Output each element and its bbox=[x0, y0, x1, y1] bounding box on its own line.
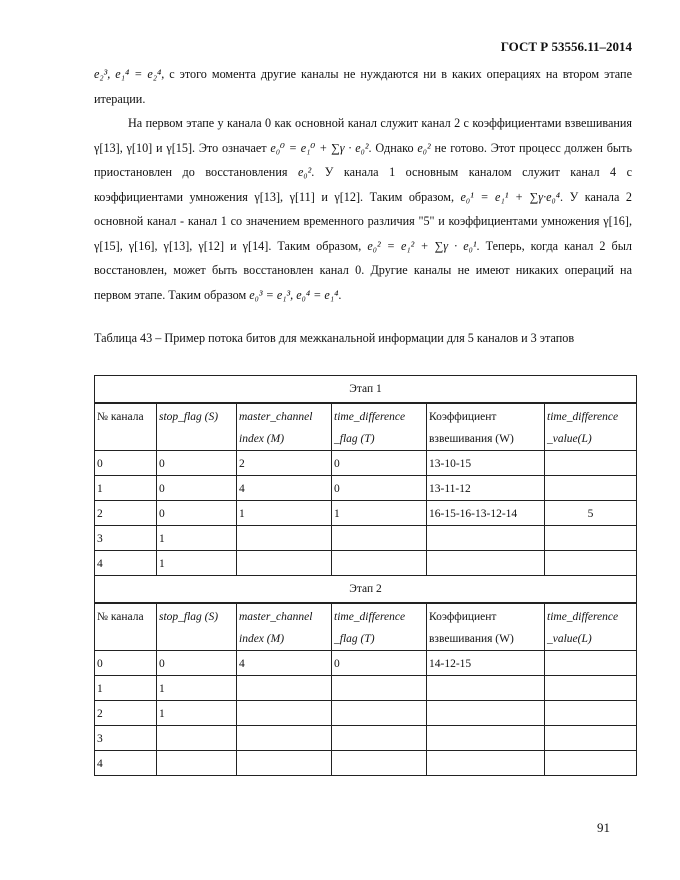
table-row bbox=[95, 501, 637, 526]
data-table bbox=[94, 375, 637, 776]
table-cell: 3 bbox=[95, 526, 157, 551]
table-cell bbox=[157, 726, 237, 751]
table-cell: 1 bbox=[332, 501, 427, 526]
table-cell: 0 bbox=[157, 501, 237, 526]
table-row bbox=[95, 676, 637, 701]
table-cell: 2 bbox=[237, 451, 332, 476]
table-cell bbox=[332, 726, 427, 751]
formula: e₀⁰ = e₁⁰ + ∑γ · e₀² bbox=[270, 140, 369, 155]
table-cell: 1 bbox=[157, 551, 237, 576]
body-text bbox=[94, 62, 632, 307]
table-cell bbox=[545, 476, 637, 501]
table-cell bbox=[545, 651, 637, 676]
table-cell bbox=[157, 751, 237, 776]
table-cell: 0 bbox=[332, 451, 427, 476]
table-cell: 0 bbox=[95, 651, 157, 676]
column-header-row bbox=[95, 603, 637, 651]
column-header: time_difference _value(L) bbox=[545, 403, 637, 451]
column-header: stop_flag (S) bbox=[157, 603, 237, 651]
table-cell bbox=[237, 551, 332, 576]
table-cell: 1 bbox=[95, 676, 157, 701]
table-cell: 2 bbox=[95, 501, 157, 526]
table-cell bbox=[545, 726, 637, 751]
column-header: stop_flag (S) bbox=[157, 403, 237, 451]
table-cell: 4 bbox=[237, 476, 332, 501]
table-row bbox=[95, 476, 637, 501]
table-cell bbox=[545, 701, 637, 726]
formula: e₀² bbox=[417, 140, 431, 155]
table-row bbox=[95, 651, 637, 676]
table-cell bbox=[545, 451, 637, 476]
table-row bbox=[95, 701, 637, 726]
table-cell: 4 bbox=[95, 551, 157, 576]
paragraph-1: e₂³, e₁⁴ = e₂⁴, с этого момента другие каналы не нуждаются ни в каких операциях на втором этапе итерации. bbox=[94, 67, 632, 106]
table-row bbox=[95, 726, 637, 751]
table-cell bbox=[237, 751, 332, 776]
table-cell: 14-12-15 bbox=[427, 651, 545, 676]
table-cell bbox=[427, 676, 545, 701]
table-cell: 3 bbox=[95, 726, 157, 751]
table-cell: 2 bbox=[95, 701, 157, 726]
table-cell: 0 bbox=[157, 476, 237, 501]
table-cell bbox=[332, 701, 427, 726]
column-header: № канала bbox=[95, 603, 157, 651]
table-cell bbox=[332, 676, 427, 701]
table-caption: Таблица 43 – Пример потока битов для межканальной информации для 5 каналов и 3 этапов bbox=[94, 331, 575, 345]
formula: e₀² = e₁² + ∑γ · e₀¹ bbox=[367, 238, 477, 253]
table-cell bbox=[427, 551, 545, 576]
table-cell: 1 bbox=[157, 526, 237, 551]
table-cell bbox=[427, 751, 545, 776]
table-cell bbox=[545, 676, 637, 701]
table-cell bbox=[237, 701, 332, 726]
formula: e₀¹ = e₁¹ + ∑γ·e₀⁴ bbox=[460, 189, 561, 204]
table-cell bbox=[427, 726, 545, 751]
table-row bbox=[95, 751, 637, 776]
column-header-row bbox=[95, 403, 637, 451]
table-cell: 1 bbox=[157, 676, 237, 701]
table-cell: 4 bbox=[95, 751, 157, 776]
paragraph-2: На первом этапе у канала 0 как основной канал служит канал 2 с коэффициентами взвешивания γ[13], γ[10] и γ[15]. Это означает e₀⁰ = e₁⁰ + ∑γ · e₀². Однако e₀² не готово. Этот процесс должен быть приостановлен до восстановления e₀². У канала 1 основным каналом служит канал 4 с коэффициентами умножения γ[13], γ[11] и γ[12]. Таким образом, e₀¹ = e₁¹ + ∑γ·e₀⁴. У канала 2 основной канал - канал 1 со значением временного различия "5" и коэффициентами умножения γ[16], γ[15], γ[16], γ[13], γ[12] и γ[14]. Таким образом, e₀² = e₁² + ∑γ · e₀¹. Теперь, когда канал 2 был восстановлен, может быть восстановлен канал 0. Другие каналы не имеют никаких операций на первом этапе. Таким образом e₀³ = e₁³, e₀⁴ = e₁⁴. bbox=[94, 116, 633, 302]
page-number: 91 bbox=[597, 820, 610, 835]
table-cell: 16-15-16-13-12-14 bbox=[427, 501, 545, 526]
table-cell bbox=[237, 676, 332, 701]
formula: e₀² bbox=[297, 165, 312, 179]
table-cell: 5 bbox=[545, 501, 637, 526]
table-cell: 0 bbox=[157, 451, 237, 476]
column-header: Коэффициент взвешивания (W) bbox=[427, 603, 545, 651]
table-cell: 0 bbox=[157, 651, 237, 676]
table-cell bbox=[427, 526, 545, 551]
stage-header-row bbox=[95, 376, 637, 404]
table-cell bbox=[237, 726, 332, 751]
table-cell bbox=[332, 526, 427, 551]
stage-title: Этап 2 bbox=[95, 576, 637, 604]
column-header: time_difference _value(L) bbox=[545, 603, 637, 651]
table-cell: 0 bbox=[332, 476, 427, 501]
table-cell: 0 bbox=[95, 451, 157, 476]
column-header: № канала bbox=[95, 403, 157, 451]
table-row bbox=[95, 526, 637, 551]
table-cell bbox=[545, 751, 637, 776]
table-cell: 13-10-15 bbox=[427, 451, 545, 476]
table-cell: 1 bbox=[237, 501, 332, 526]
table-cell: 1 bbox=[157, 701, 237, 726]
column-header: master_channel index (M) bbox=[237, 403, 332, 451]
stage-title: Этап 1 bbox=[95, 376, 637, 404]
formula: e₀³ = e₁³, e₀⁴ = e₁⁴ bbox=[249, 287, 339, 302]
table-cell: 4 bbox=[237, 651, 332, 676]
table-cell bbox=[332, 551, 427, 576]
formula: e₂³, e₁⁴ = e₂⁴ bbox=[94, 67, 162, 81]
stage-header-row bbox=[95, 576, 637, 604]
table-cell bbox=[545, 551, 637, 576]
table-cell bbox=[545, 526, 637, 551]
column-header: Коэффициент взвешивания (W) bbox=[427, 403, 545, 451]
table-cell bbox=[237, 526, 332, 551]
column-header: time_difference _flag (T) bbox=[332, 603, 427, 651]
table-row bbox=[95, 451, 637, 476]
table-cell: 13-11-12 bbox=[427, 476, 545, 501]
column-header: master_channel index (M) bbox=[237, 603, 332, 651]
table-cell: 1 bbox=[95, 476, 157, 501]
document-header: ГОСТ Р 53556.11–2014 bbox=[500, 39, 632, 54]
column-header: time_difference _flag (T) bbox=[332, 403, 427, 451]
table-cell bbox=[332, 751, 427, 776]
table-row bbox=[95, 551, 637, 576]
table-cell: 0 bbox=[332, 651, 427, 676]
table-cell bbox=[427, 701, 545, 726]
